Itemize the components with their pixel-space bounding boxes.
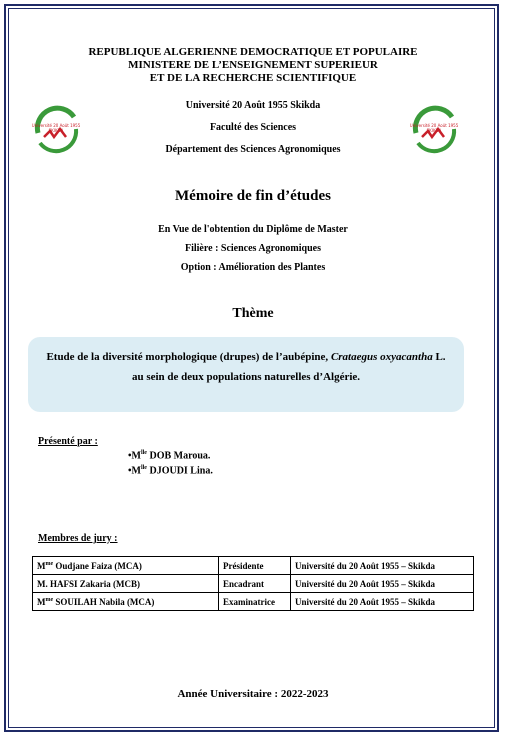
theme-box	[28, 337, 464, 412]
logo-text-right-2: SKIKDA	[426, 128, 442, 133]
theme-species: Crataegus oxyacantha	[330, 351, 433, 363]
header-line-3: ET DE LA RECHERCHE SCIENTIFIQUE	[149, 72, 357, 84]
presented-by-label: Présenté par :	[38, 436, 98, 447]
student-1: $•M^{lle}$ DOB Maroua.	[128, 450, 211, 462]
jury-member-role: Présidente	[219, 557, 291, 575]
student-2-name: DJOUDI Lina.	[146, 465, 213, 477]
theme-heading: Thème	[232, 306, 274, 321]
republic-header	[0, 46, 506, 85]
logo-text-right-1: Université 20 Août 1955	[409, 123, 459, 128]
theme-text-part2: L. au sein de deux populations naturelles d’Algérie.	[131, 351, 446, 383]
header-line-2: MINISTERE DE L’ENSEIGNEMENT SUPERIEUR	[128, 59, 378, 71]
option-line: Option : Amélioration des Plantes	[180, 262, 326, 273]
department-name: Département des Sciences Agronomiques	[165, 144, 341, 155]
diploma-line: En Vue de l'obtention du Diplôme de Master	[158, 224, 348, 235]
table-row	[33, 557, 474, 575]
jury-member-affiliation: Université du 20 Août 1955 – Skikda	[291, 575, 474, 593]
jury-table	[32, 556, 474, 611]
jury-member-name: $M^{me}$ SOUILAH Nabila (MCA)	[33, 593, 219, 611]
faculty-name: Faculté des Sciences	[209, 122, 297, 133]
student-2: $•M^{lle}$ DJOUDI Lina.	[128, 465, 213, 477]
table-row	[33, 575, 474, 593]
logo-text-left-1: Université 20 Août 1955	[31, 123, 81, 128]
logo-text-left-2: SKIKDA	[48, 128, 64, 133]
filiere-line: Filière : Sciences Agronomiques	[184, 243, 321, 254]
jury-member-role: Examinatrice	[219, 593, 291, 611]
table-row	[33, 593, 474, 611]
bullet-icon: •	[128, 465, 132, 477]
jury-member-affiliation: Université du 20 Août 1955 – Skikda	[291, 593, 474, 611]
bullet-icon: •	[128, 450, 132, 462]
student-1-name: DOB Maroua.	[146, 450, 211, 462]
jury-member-name: $M^{me}$ Oudjane Faiza (MCA)	[33, 557, 219, 575]
jury-label: Membres de jury :	[38, 533, 118, 544]
jury-member-affiliation: Université du 20 Août 1955 – Skikda	[291, 557, 474, 575]
jury-member-role: Encadrant	[219, 575, 291, 593]
memoire-title: Mémoire de fin d’études	[175, 188, 331, 204]
jury-member-name: M. HAFSI Zakaria (MCB)	[33, 575, 219, 593]
header-line-1: REPUBLIQUE ALGERIENNE DEMOCRATIQUE ET POPULAIRE	[88, 46, 418, 58]
theme-text-part1: Etude de la diversité morphologique (drupes) de l’aubépine,	[46, 351, 331, 363]
university-name: Université 20 Août 1955 Skikda	[185, 100, 321, 111]
academic-year: Année Universitaire : 2022-2023	[177, 688, 329, 700]
